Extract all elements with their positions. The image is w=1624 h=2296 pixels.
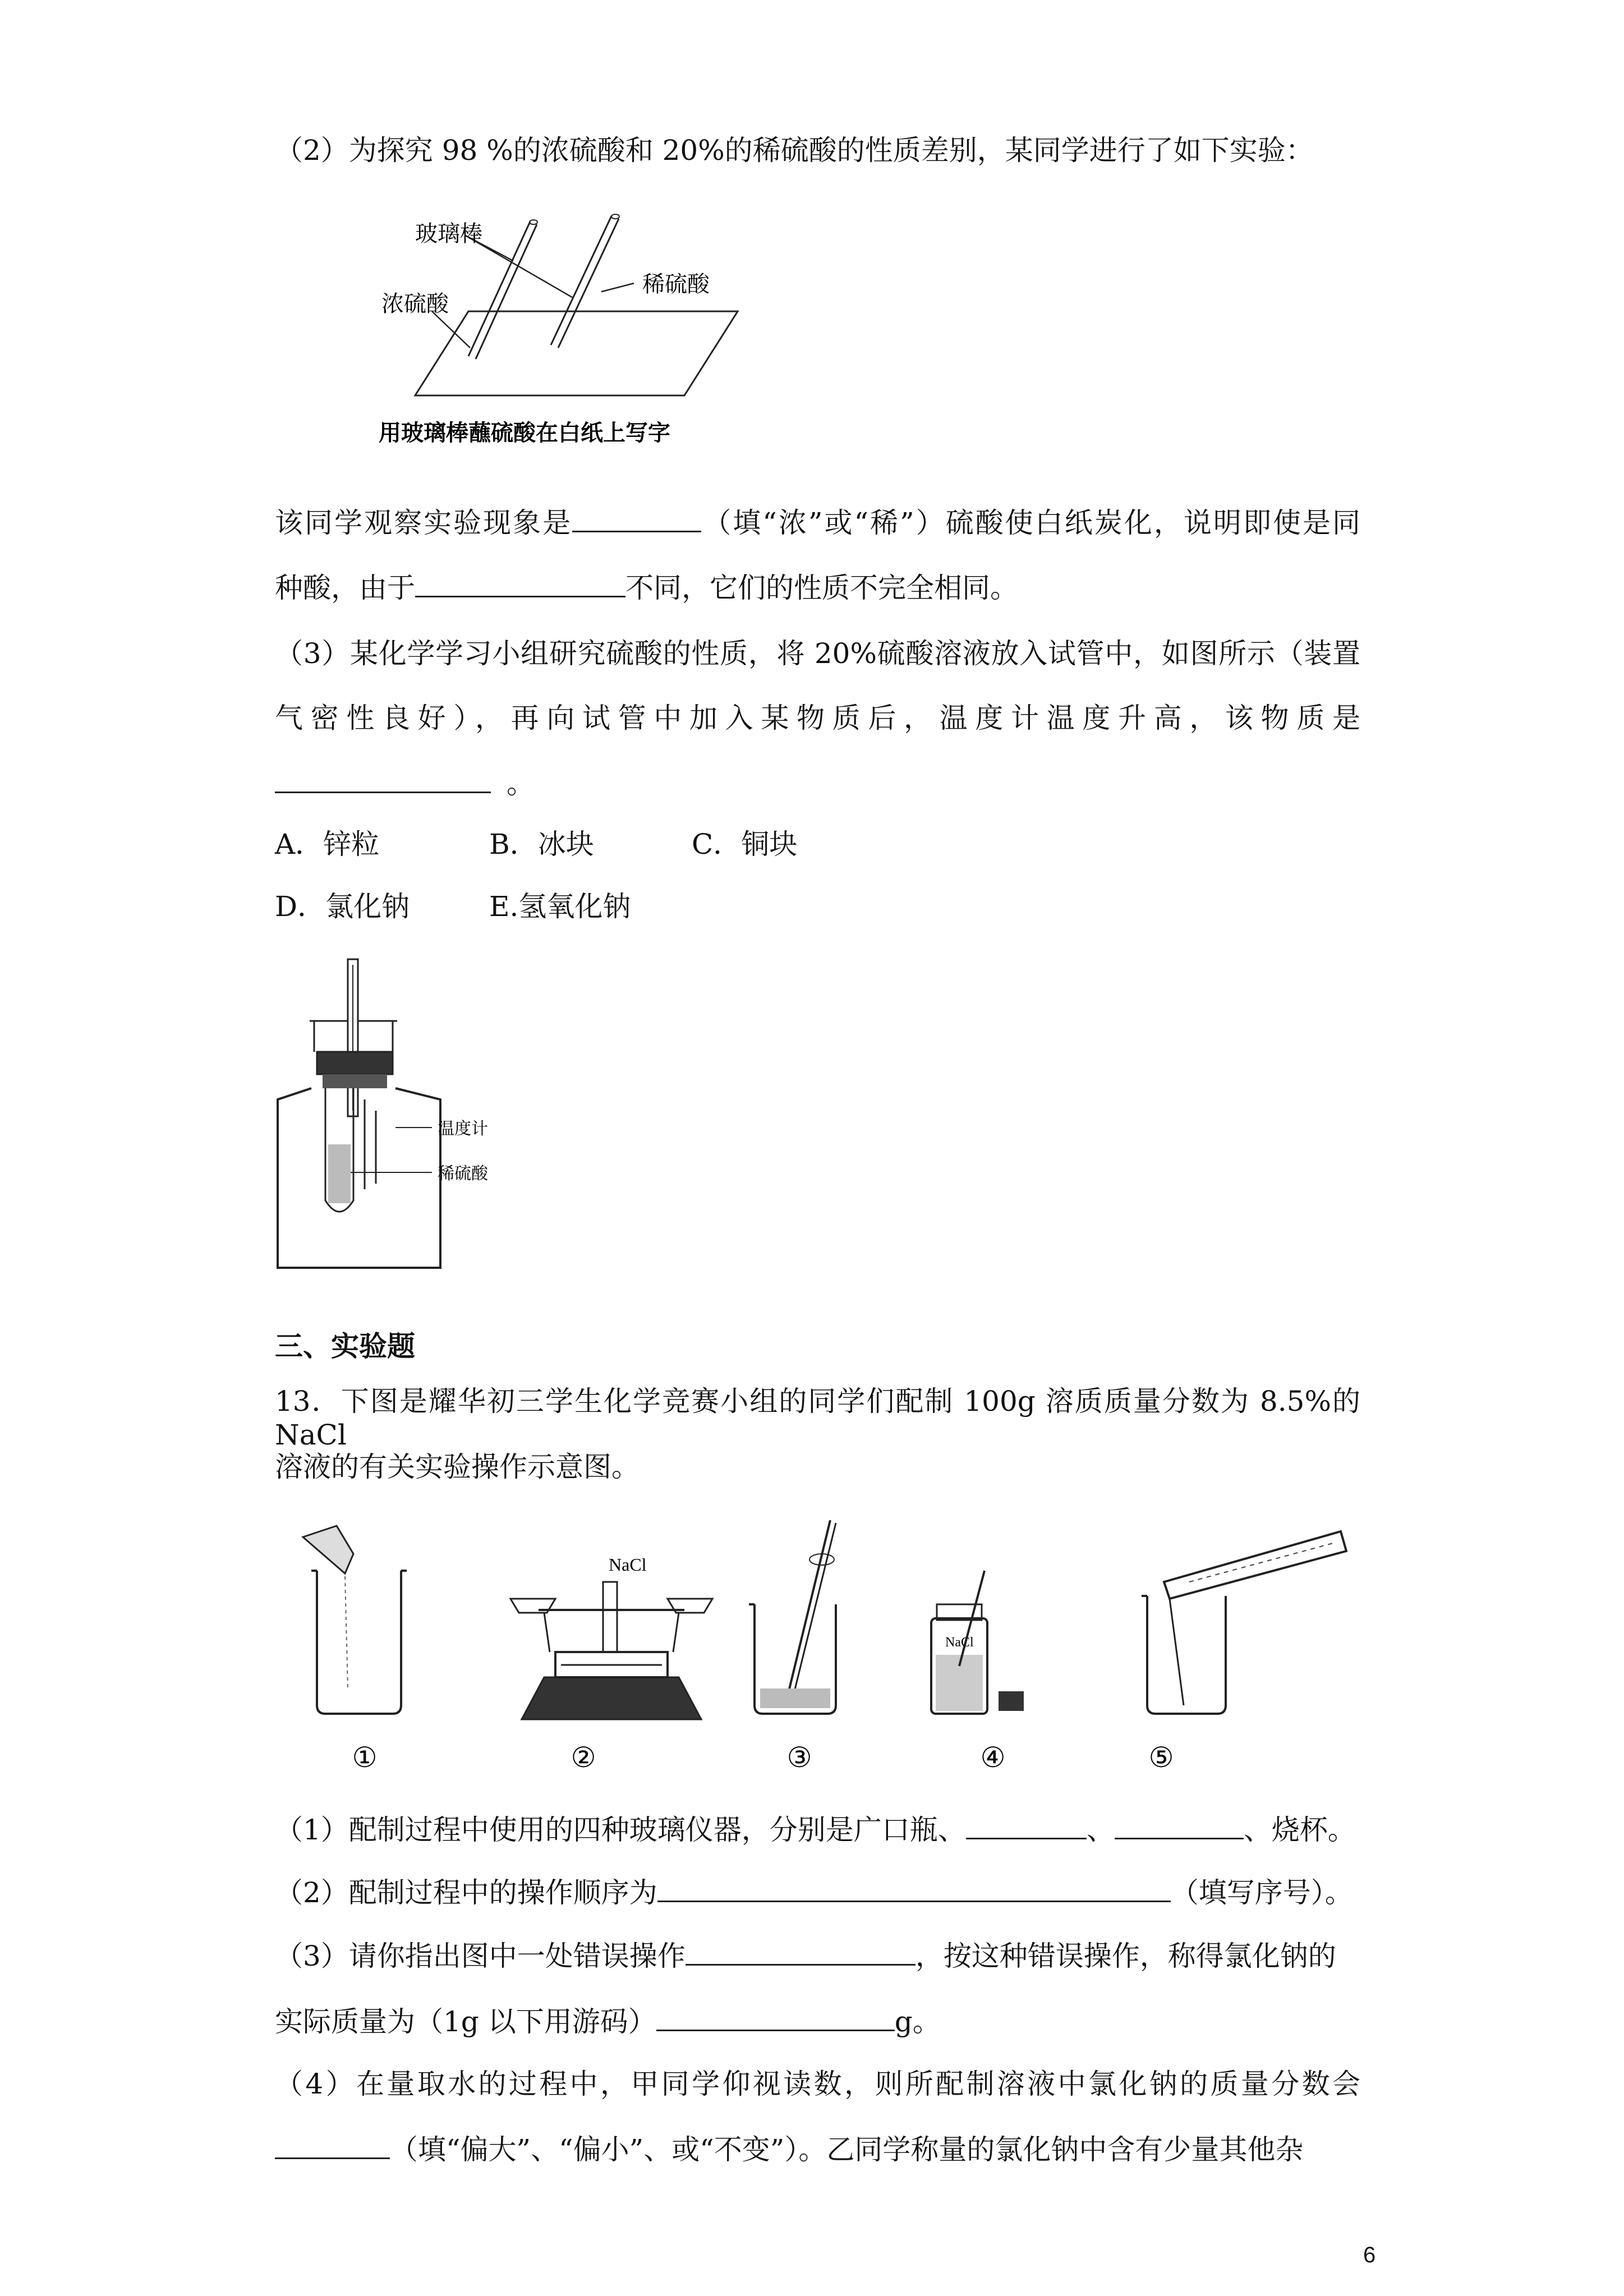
label-dilute-acid: 稀硫酸 (642, 272, 710, 297)
step-label-3: ③ (786, 1741, 812, 1774)
answer-blank[interactable] (966, 1812, 1087, 1839)
nacl-label-balance: NaCl (609, 1554, 647, 1575)
label-conc-acid: 浓硫酸 (381, 291, 449, 317)
q13-part4-line2: （填“偏大”、“偏小”、或“不变”）。乙同学称量的氯化钠中含有少量其他杂 (275, 2132, 1303, 2166)
option-d: D．氯化钠 (275, 890, 410, 923)
answer-blank[interactable] (1115, 1812, 1244, 1839)
option-a: A．锌粒 (275, 828, 380, 861)
page-number: 6 (1363, 2243, 1376, 2267)
section-title: 三、实验题 (275, 1330, 415, 1363)
step-label-4: ④ (980, 1741, 1006, 1774)
q3-line1: （3）某化学学习小组研究硫酸的性质，将 20%硫酸溶液放入试管中，如图所示（装置 (275, 637, 1360, 670)
q3-line3: 。 (275, 766, 535, 800)
step-3-stir (749, 1520, 836, 1714)
label-glass-rod: 玻璃棒 (415, 221, 482, 247)
label-thermometer: 温度计 (438, 1119, 488, 1139)
option-e: E.氢氧化钠 (489, 890, 631, 923)
q13-part3-line2: 实际质量为（1g 以下用游码） g。 (275, 2004, 941, 2039)
step-label-1: ① (352, 1741, 378, 1774)
option-b: B．冰块 (489, 828, 594, 861)
q13-part4-line1: （4）在量取水的过程中，甲同学仰视读数，则所配制溶液中氯化钠的质量分数会 (275, 2068, 1360, 2100)
step-4-nacl-bottle (931, 1571, 1024, 1714)
step-2-balance (510, 1554, 712, 1719)
answer-blank[interactable] (275, 2132, 390, 2159)
q3-line2: 气密性良好），再向试管中加入某物质后，温度计温度升高，该物质是 (275, 702, 1360, 734)
q13-line2: 溶液的有关实验操作示意图。 (275, 1451, 640, 1483)
option-c: C．铜块 (692, 828, 798, 861)
figure-glass-rod-writing (370, 208, 752, 454)
answer-blank[interactable] (657, 1875, 1171, 1902)
answer-blank[interactable] (572, 505, 701, 532)
answer-blank[interactable] (686, 1938, 915, 1966)
nacl-label-bottle: NaCl (945, 1635, 974, 1650)
q2-intro: （2）为探究 98 %的浓硫酸和 20%的稀硫酸的性质差别，某同学进行了如下实验： (275, 134, 1314, 167)
figure-solution-steps (292, 1520, 1358, 1778)
answer-blank[interactable] (415, 570, 625, 597)
step-label-2: ② (571, 1741, 596, 1774)
q2-line1: 该同学观察实验现象是 （填“浓”或“稀”）硫酸使白纸炭化，说明即使是同 (275, 505, 1360, 540)
answer-blank[interactable] (656, 2004, 895, 2031)
q13-part2: （2）配制过程中的操作顺序为 （填写序号）。 (275, 1875, 1353, 1910)
q13-part3-line1: （3）请你指出图中一处错误操作 ，按这种错误操作，称得氯化钠的 (275, 1938, 1336, 1973)
step-5-pour-water (1142, 1531, 1346, 1714)
answer-blank[interactable] (275, 766, 491, 793)
step-label-5: ⑤ (1148, 1741, 1174, 1774)
label-dilute-acid: 稀硫酸 (438, 1164, 488, 1184)
step-1-pour-solid (303, 1526, 407, 1714)
figure-caption: 用玻璃棒蘸硫酸在白纸上写字 (379, 420, 670, 446)
figure-thermometer-bottle (275, 954, 539, 1279)
q13-line1: 13．下图是耀华初三学生化学竞赛小组的同学们配制 100g 溶质质量分数为 8.5%的 NaCl (275, 1385, 1360, 1451)
q2-line2: 种酸，由于 不同，它们的性质不完全相同。 (275, 570, 1018, 605)
q13-part1: （1）配制过程中使用的四种玻璃仪器，分别是广口瓶、 、 、烧杯。 (275, 1812, 1356, 1847)
